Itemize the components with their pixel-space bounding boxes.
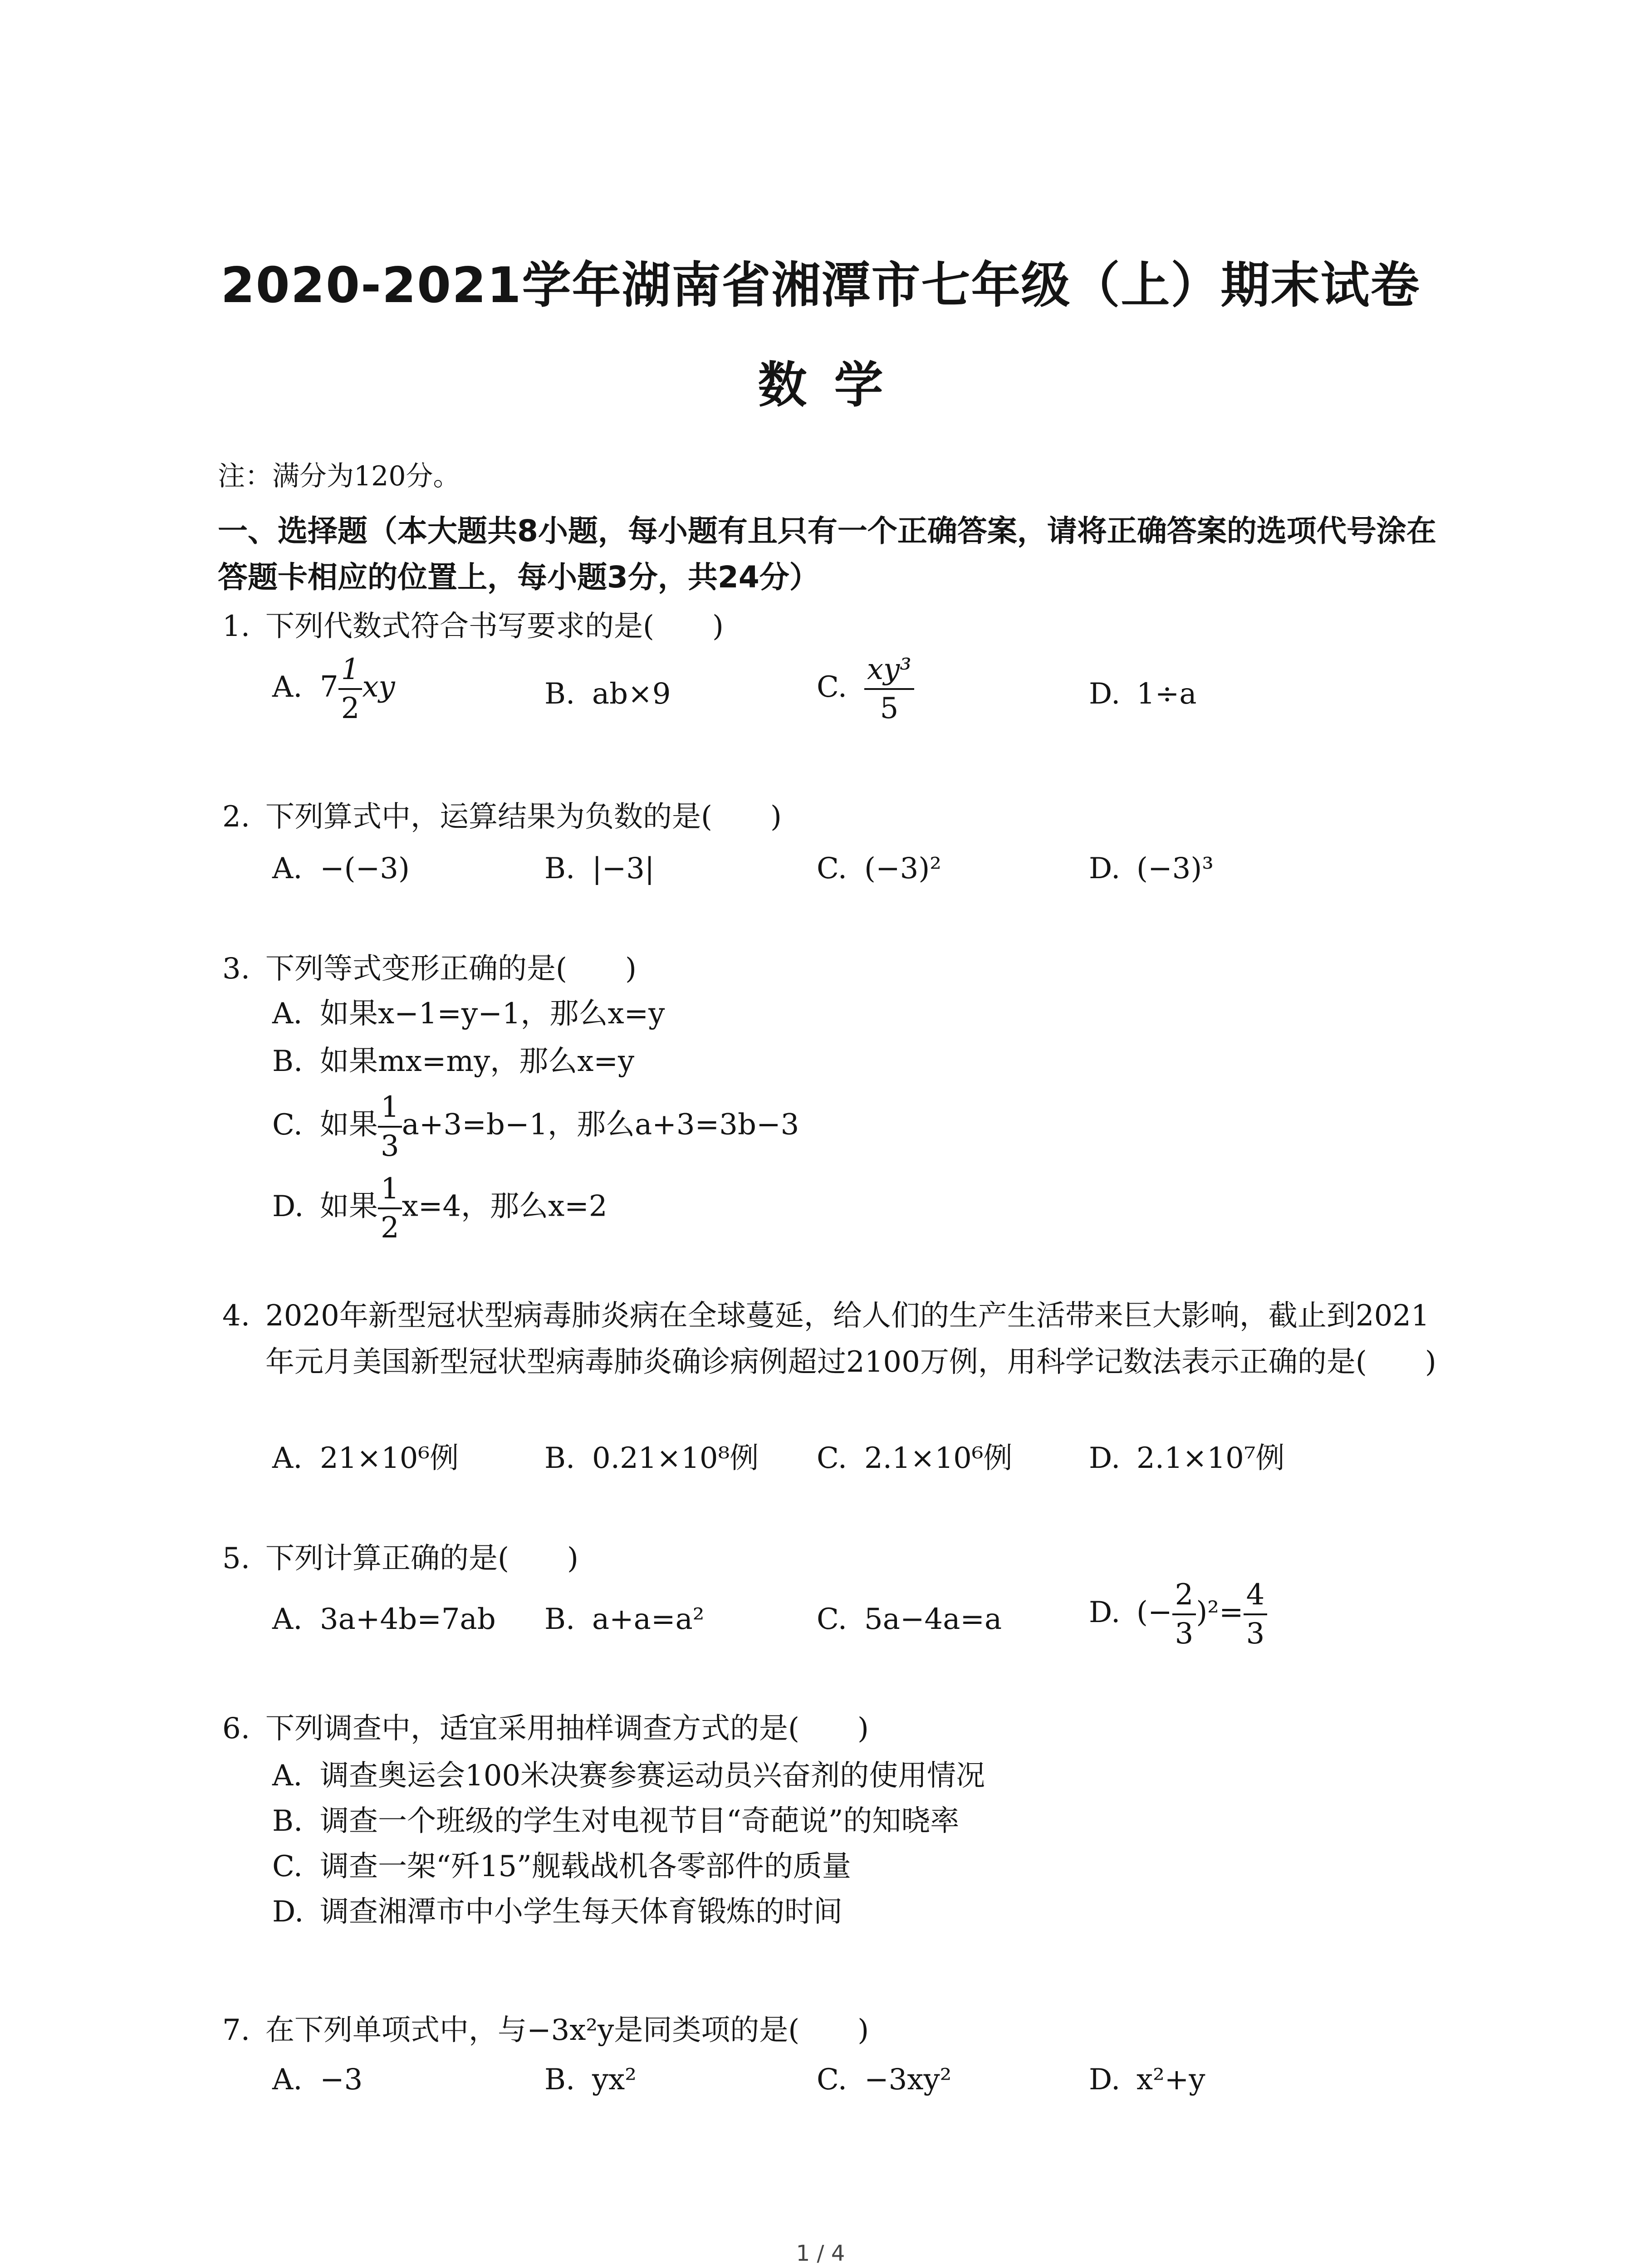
option-label: C. [817, 1603, 847, 1636]
fraction [338, 651, 362, 727]
numerator: 1 [338, 651, 362, 690]
option-label: C. [817, 1442, 847, 1475]
option-label: D. [272, 1895, 304, 1929]
option-label: A. [272, 852, 303, 885]
option-text: 调查奥运会100米决赛参赛运动员兴奋剂的使用情况 [320, 1759, 985, 1793]
page-title: 2020-2021学年湖南省湘潭市七年级（上）期末试卷 [220, 257, 1421, 314]
option-text: x²+y [1136, 2063, 1205, 2097]
fraction [1244, 1576, 1268, 1652]
option-a[interactable] [272, 991, 665, 1036]
option-text: −3xy² [864, 2063, 952, 2097]
question-text: 下列代数式符合书写要求的是( ) [265, 610, 724, 643]
option-c[interactable] [817, 651, 914, 727]
option-text: ab×9 [592, 677, 671, 711]
option-text: 调查一个班级的学生对电视节目“奇葩说”的知晓率 [320, 1804, 960, 1838]
option-text: a+a=a² [592, 1603, 705, 1636]
denominator: 3 [1175, 1617, 1194, 1651]
option-text: 21×10⁶例 [320, 1442, 459, 1475]
option-after: a+3=b−1，那么a+3=3b−3 [402, 1108, 799, 1142]
option-label: A. [272, 1603, 303, 1636]
option-b[interactable] [544, 2057, 637, 2102]
option-text: 3a+4b=7ab [320, 1603, 496, 1636]
option-label: A. [272, 997, 303, 1031]
option-a[interactable] [272, 1597, 496, 1642]
option-c[interactable] [817, 846, 941, 891]
option-c[interactable] [817, 2057, 951, 2102]
option-label: B. [544, 677, 575, 711]
option-label: B. [272, 1804, 303, 1838]
denominator: 3 [381, 1129, 399, 1163]
question-stem [222, 1293, 1438, 1385]
option-label: A. [272, 2063, 303, 2097]
option-label: B. [544, 1442, 575, 1475]
option-label: C. [817, 852, 847, 885]
question-stem [222, 946, 1438, 992]
option-label: D. [1089, 1595, 1121, 1629]
option-label: A. [272, 1442, 303, 1475]
option-label: B. [544, 852, 575, 885]
option-text: −(−3) [320, 852, 410, 885]
option-before: (− [1136, 1595, 1172, 1629]
question-stem [222, 1535, 1438, 1582]
option-label: B. [272, 1045, 303, 1078]
denominator: 2 [341, 692, 360, 725]
question-text: 在下列单项式中，与−3x²y是同类项的是( ) [265, 2014, 869, 2047]
question-text: 下列调查中，适宜采用抽样调查方式的是( ) [265, 1712, 869, 1745]
option-c[interactable] [272, 1089, 799, 1165]
option-c[interactable] [272, 1844, 851, 1889]
question-stem [222, 2007, 1438, 2053]
option-text: −3 [320, 2063, 363, 2097]
option-d[interactable] [1089, 2057, 1205, 2102]
option-b[interactable] [272, 1039, 634, 1084]
option-before: 如果 [320, 1189, 378, 1223]
question-number: 5. [222, 1542, 250, 1575]
option-label: D. [1089, 2063, 1121, 2097]
denominator: 2 [381, 1211, 399, 1245]
option-text: 如果x−1=y−1，那么x=y [320, 997, 665, 1031]
option-label: D. [1089, 677, 1121, 711]
option-a[interactable] [272, 1436, 459, 1481]
question-number: 2. [222, 800, 250, 834]
fraction [378, 1089, 402, 1165]
option-text: |−3| [592, 852, 655, 885]
denominator: 3 [1246, 1617, 1265, 1651]
question-text: 2020年新型冠状型病毒肺炎病在全球蔓延，给人们的生产生活带来巨大影响，截止到2021年元月美国新型冠状型病毒肺炎确诊病例超过2100万例，用科学记数法表示正确的是( ) [265, 1299, 1436, 1379]
option-text: 5a−4a=a [864, 1603, 1002, 1636]
option-a[interactable] [272, 651, 395, 727]
option-text: (−3)³ [1136, 852, 1214, 885]
option-label: D. [1089, 852, 1121, 885]
question-stem [222, 794, 1438, 840]
option-label: C. [817, 2063, 847, 2097]
option-c[interactable] [817, 1597, 1002, 1642]
option-middle: )²= [1196, 1595, 1244, 1629]
option-label: C. [272, 1108, 303, 1142]
option-d[interactable] [272, 1170, 607, 1246]
option-text: 0.21×10⁸例 [592, 1442, 759, 1475]
option-d[interactable] [1089, 1576, 1267, 1652]
option-b[interactable] [544, 846, 654, 891]
numerator: 1 [378, 1170, 402, 1209]
numerator: 4 [1244, 1576, 1268, 1615]
fraction [864, 651, 914, 727]
option-text: yx² [592, 2063, 637, 2097]
option-a[interactable] [272, 1753, 985, 1799]
question-text: 下列等式变形正确的是( ) [265, 952, 637, 986]
option-label: C. [272, 1850, 303, 1883]
option-label: D. [272, 1189, 304, 1223]
option-text: 调查一架“歼15”舰载战机各零部件的质量 [320, 1850, 851, 1883]
option-text: 1÷a [1136, 677, 1197, 711]
option-c[interactable] [817, 1436, 1013, 1481]
numerator: 1 [378, 1089, 402, 1128]
option-d[interactable] [272, 1889, 843, 1935]
option-label: C. [817, 670, 847, 704]
question-number: 1. [222, 610, 250, 643]
option-label: B. [544, 1603, 575, 1636]
option-text: 如果mx=my，那么x=y [320, 1045, 635, 1078]
option-text: 调查湘潭市中小学生每天体育锻炼的时间 [320, 1895, 843, 1929]
denominator: 5 [880, 692, 899, 725]
option-b[interactable] [544, 1597, 704, 1642]
numerator: 2 [1172, 1576, 1196, 1615]
option-label: D. [1089, 1442, 1121, 1475]
question-stem [222, 1706, 1438, 1752]
option-b[interactable] [544, 1436, 759, 1481]
score-note: 注：满分为120分。 [218, 460, 460, 492]
option-b[interactable] [544, 671, 671, 717]
option-after: xy [362, 670, 395, 704]
option-label: B. [544, 2063, 575, 2097]
option-d[interactable] [1089, 1436, 1285, 1481]
question-text: 下列算式中，运算结果为负数的是( ) [265, 800, 782, 834]
subject-title: 数学 [758, 357, 911, 414]
section-heading: 一、选择题（本大题共8小题，每小题有且只有一个正确答案，请将正确答案的选项代号涂在答题卡相应的位置上，每小题3分，共24分） [218, 513, 1436, 595]
fraction [1172, 1576, 1196, 1652]
question-text: 下列计算正确的是( ) [265, 1542, 578, 1575]
question-number: 3. [222, 952, 250, 986]
option-d[interactable] [1089, 671, 1197, 717]
option-text: 2.1×10⁶例 [864, 1442, 1013, 1475]
question-stem [222, 603, 1438, 650]
fraction [378, 1170, 402, 1246]
option-label: A. [272, 670, 303, 704]
question-number: 6. [222, 1712, 250, 1745]
option-whole: 7 [320, 670, 338, 704]
page-number: 1 / 4 [796, 2241, 845, 2266]
option-before: 如果 [320, 1108, 378, 1142]
question-number: 7. [222, 2014, 250, 2047]
option-text: (−3)² [864, 852, 941, 885]
option-d[interactable] [1089, 846, 1214, 891]
question-number: 4. [222, 1299, 250, 1333]
option-text: 2.1×10⁷例 [1136, 1442, 1285, 1475]
option-b[interactable] [272, 1799, 959, 1844]
option-label: A. [272, 1759, 303, 1793]
option-after: x=4，那么x=2 [402, 1189, 607, 1223]
option-a[interactable] [272, 846, 410, 891]
option-a[interactable] [272, 2057, 362, 2102]
numerator: xy³ [864, 651, 914, 690]
